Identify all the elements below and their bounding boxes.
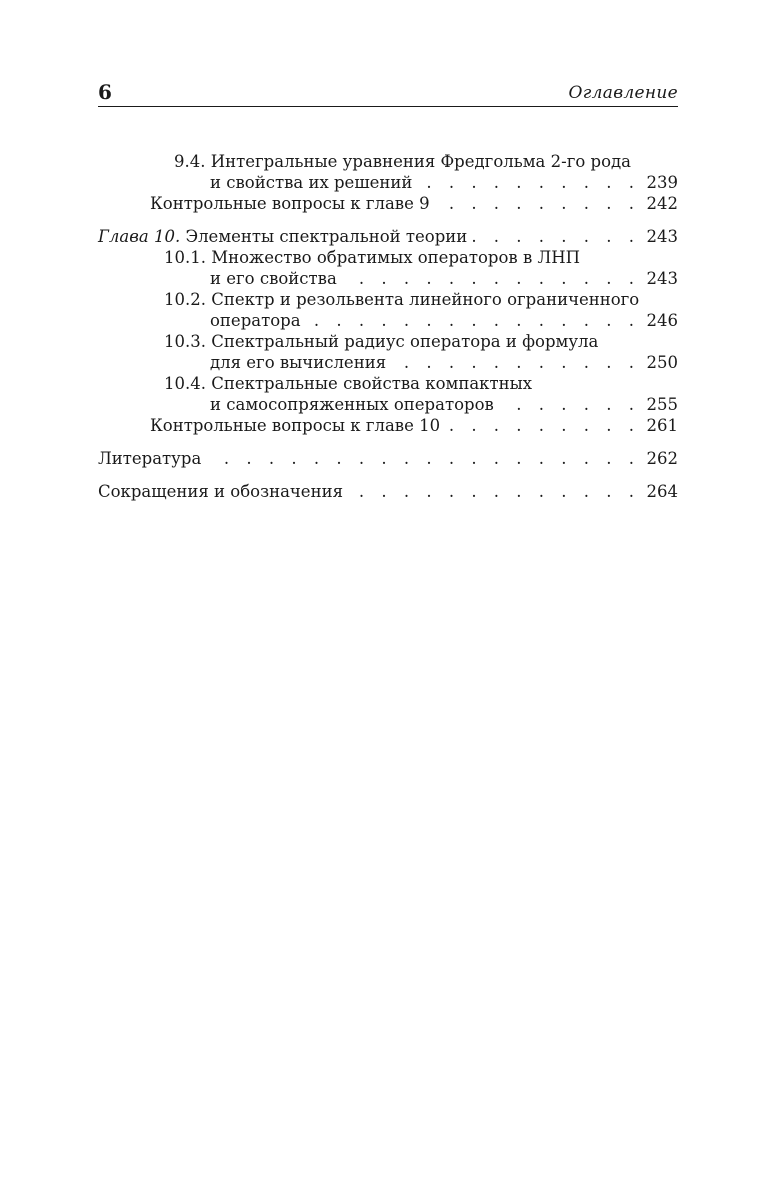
page-ref: 250	[640, 352, 678, 373]
page-number: 6	[98, 80, 112, 104]
section-number: 10.3.	[164, 332, 206, 351]
section-number: 9.4.	[174, 152, 206, 171]
section-title-line1: Спектр и резольвента линейного ограниченного	[211, 290, 640, 309]
entry-label: Контрольные вопросы к главе 10	[150, 415, 446, 436]
page-ref: 246	[640, 310, 678, 331]
page-ref: 264	[640, 481, 678, 502]
section-title-line2: для его вычисления	[210, 352, 392, 373]
toc-entry-10-1-cont[interactable]	[98, 268, 678, 289]
page-header	[98, 80, 678, 107]
section-title-line1: Спектральный радиус оператора и формула	[211, 332, 599, 351]
section-title-line1: Интегральные уравнения Фредгольма 2-го рода	[210, 152, 632, 171]
entry-label: Сокращения и обозначения	[98, 481, 349, 502]
toc-entry-10-2-cont[interactable]	[98, 310, 678, 331]
toc-entry-10-3[interactable]	[98, 331, 678, 352]
toc-entry-10-4-cont[interactable]	[98, 394, 678, 415]
toc-entry-10-4[interactable]	[98, 373, 678, 394]
page-ref: 239	[640, 172, 678, 193]
section-title-line1: Спектральные свойства компактных	[211, 374, 533, 393]
section-number: 10.1.	[164, 248, 206, 267]
page-ref: 243	[640, 268, 678, 289]
toc-entry-10-2[interactable]	[98, 289, 678, 310]
section-title-line2: и самосопряженных операторов	[210, 394, 500, 415]
chapter-title: Элементы спектральной теории	[185, 227, 468, 246]
toc-entry-10-1[interactable]	[98, 247, 678, 268]
toc-entry-10-3-cont[interactable]	[98, 352, 678, 373]
page-ref: 242	[640, 193, 678, 214]
toc-entry-questions-9[interactable]	[98, 193, 678, 214]
toc-entry-questions-10[interactable]	[98, 415, 678, 436]
entry-label: Контрольные вопросы к главе 9	[150, 193, 436, 214]
section-title-line1: Множество обратимых операторов в ЛНП	[211, 248, 581, 267]
page-ref: 262	[640, 448, 678, 469]
section-number: 10.2.	[164, 290, 206, 309]
page-ref: 261	[640, 415, 678, 436]
running-title: Оглавление	[568, 83, 678, 103]
page-ref: 255	[640, 394, 678, 415]
entry-label: Литература	[98, 448, 207, 469]
toc-entry-9-4[interactable]	[98, 151, 678, 172]
toc-entry-abbreviations[interactable]	[98, 481, 678, 502]
chapter-label: Глава 10.	[98, 227, 181, 246]
section-title-line2: и его свойства	[210, 268, 343, 289]
section-title-line2: оператора	[210, 310, 307, 331]
toc-entry-chapter-10[interactable]	[98, 226, 678, 247]
section-title-line2: и свойства их решений	[210, 172, 418, 193]
toc-entry-literature[interactable]	[98, 448, 678, 469]
section-number: 10.4.	[164, 374, 206, 393]
toc-entry-9-4-cont[interactable]	[98, 172, 678, 193]
page-ref: 243	[640, 226, 678, 247]
table-of-contents	[98, 151, 678, 502]
